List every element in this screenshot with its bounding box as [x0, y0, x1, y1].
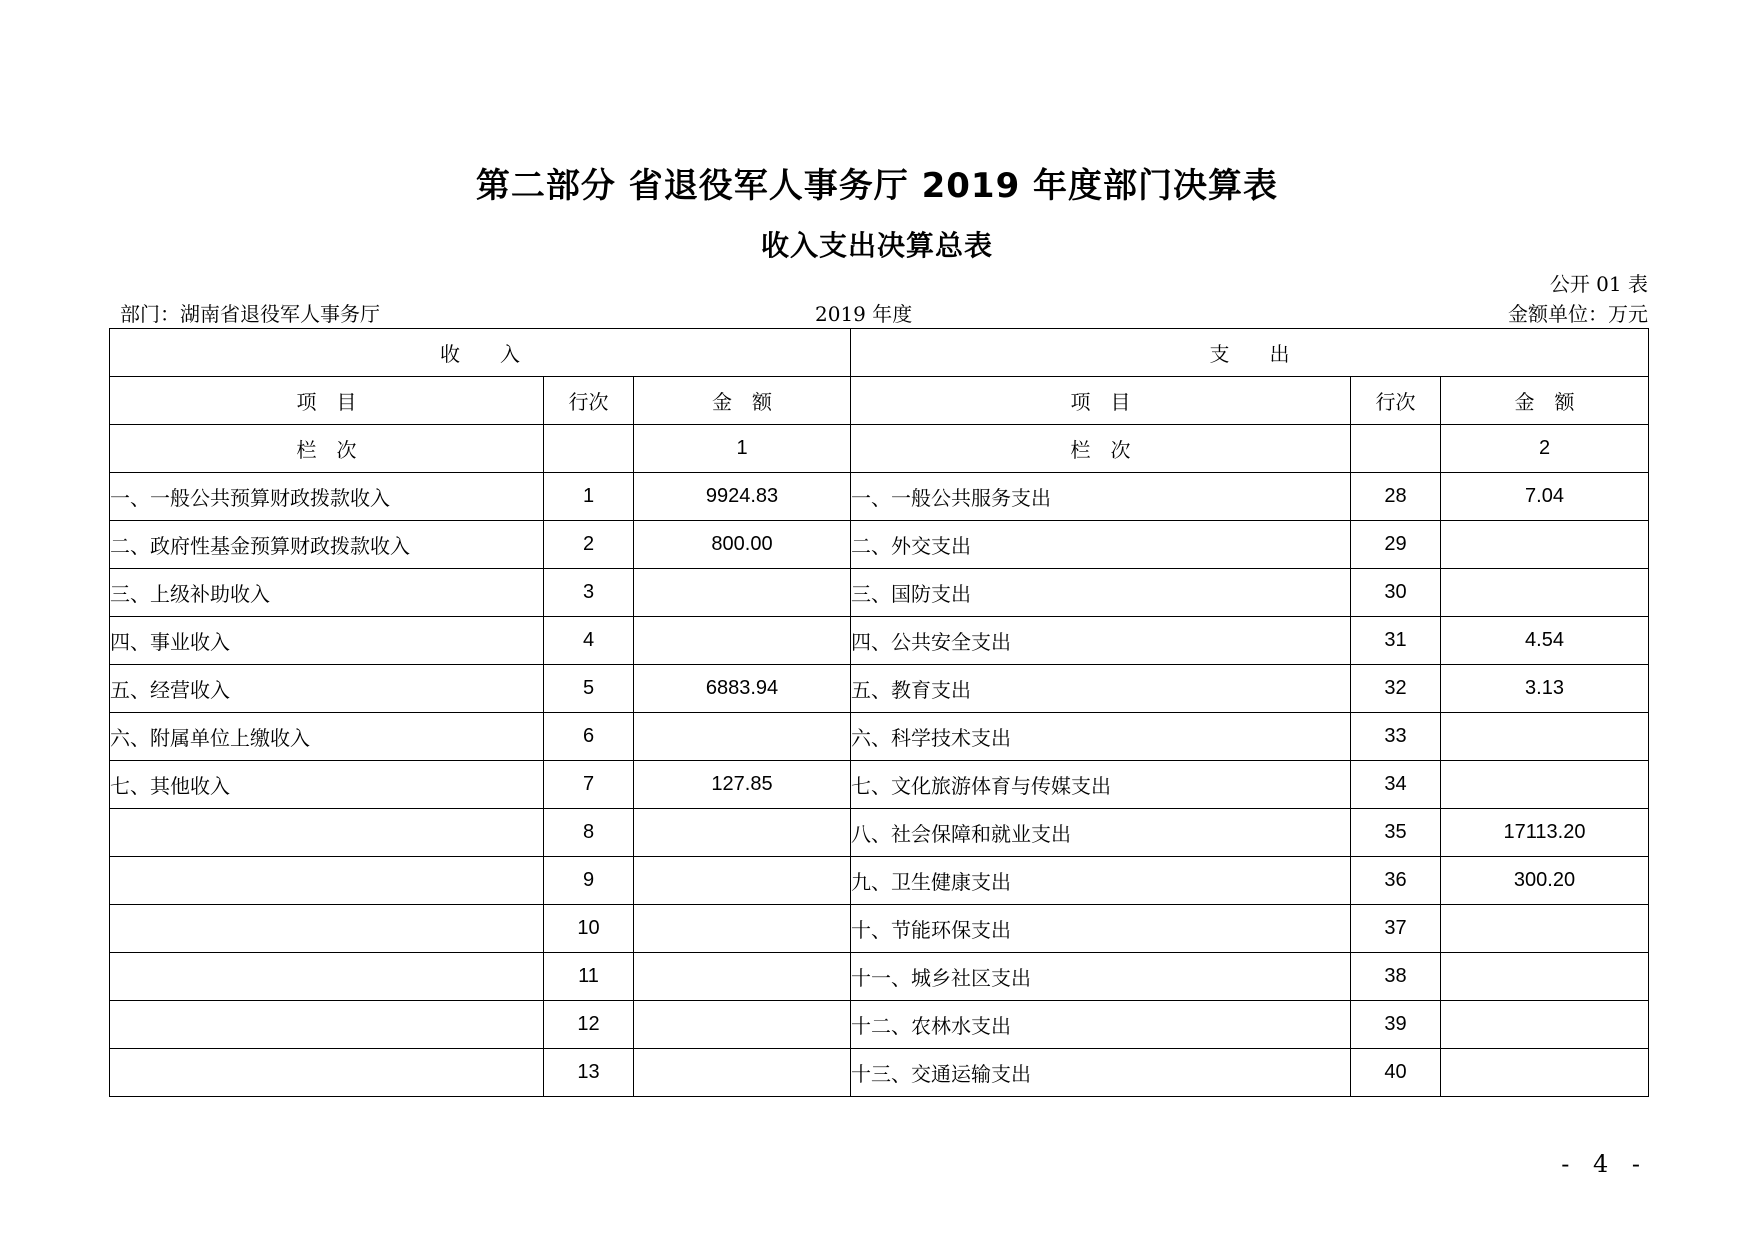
table-row	[110, 473, 1649, 521]
income-amount-cell	[634, 857, 851, 905]
income-line-cell: 6	[544, 713, 634, 761]
expense-line-cell: 35	[1351, 809, 1441, 857]
income-amount-cell	[634, 713, 851, 761]
income-line-cell: 4	[544, 617, 634, 665]
income-section-header: 收 入	[110, 329, 851, 377]
form-number: 公开 01 表	[1549, 272, 1648, 296]
income-line-blank	[544, 425, 634, 473]
expense-item-cell: 九、卫生健康支出	[851, 857, 1351, 905]
expense-line-cell: 33	[1351, 713, 1441, 761]
column-number-row	[110, 425, 1649, 473]
expense-item-cell: 五、教育支出	[851, 665, 1351, 713]
expense-line-cell: 36	[1351, 857, 1441, 905]
income-item-cell	[110, 953, 544, 1001]
expense-amount-cell	[1441, 521, 1649, 569]
expense-line-cell: 40	[1351, 1049, 1441, 1097]
amount-unit: 金额单位：万元	[1508, 302, 1648, 326]
expense-column-label: 栏 次	[851, 425, 1351, 473]
income-item-cell: 三、上级补助收入	[110, 569, 544, 617]
table-row	[110, 761, 1649, 809]
income-line-cell: 3	[544, 569, 634, 617]
income-line-cell: 1	[544, 473, 634, 521]
income-line-header: 行次	[544, 377, 634, 425]
table-subtitle: 收入支出决算总表	[760, 229, 993, 262]
income-amount-cell: 127.85	[634, 761, 851, 809]
income-amount-cell	[634, 953, 851, 1001]
expense-item-cell: 六、科学技术支出	[851, 713, 1351, 761]
expense-amount-cell: 3.13	[1441, 665, 1649, 713]
expense-amount-cell	[1441, 1049, 1649, 1097]
expense-line-cell: 38	[1351, 953, 1441, 1001]
document-title: 第二部分 省退役军人事务厅 2019 年度部门决算表	[475, 166, 1279, 206]
expense-amount-cell	[1441, 569, 1649, 617]
income-column-number: 1	[634, 425, 851, 473]
table-row	[110, 1049, 1649, 1097]
income-amount-cell	[634, 569, 851, 617]
income-line-cell: 8	[544, 809, 634, 857]
expense-line-cell: 32	[1351, 665, 1441, 713]
income-amount-cell: 9924.83	[634, 473, 851, 521]
income-line-cell: 12	[544, 1001, 634, 1049]
income-item-cell: 五、经营收入	[110, 665, 544, 713]
income-line-cell: 11	[544, 953, 634, 1001]
income-line-cell: 10	[544, 905, 634, 953]
expense-item-cell: 十、节能环保支出	[851, 905, 1351, 953]
income-item-header: 项 目	[110, 377, 544, 425]
table-row	[110, 809, 1649, 857]
fiscal-year: 2019 年度	[815, 302, 913, 326]
expense-item-cell: 十一、城乡社区支出	[851, 953, 1351, 1001]
expense-amount-cell	[1441, 953, 1649, 1001]
table-row	[110, 857, 1649, 905]
income-item-cell: 四、事业收入	[110, 617, 544, 665]
income-item-cell: 六、附属单位上缴收入	[110, 713, 544, 761]
income-line-cell: 5	[544, 665, 634, 713]
expense-line-cell: 30	[1351, 569, 1441, 617]
expense-item-cell: 二、外交支出	[851, 521, 1351, 569]
income-amount-cell	[634, 809, 851, 857]
column-header-row	[110, 377, 1649, 425]
department-label: 部门：湖南省退役军人事务厅	[120, 302, 380, 326]
income-column-label: 栏 次	[110, 425, 544, 473]
table-row	[110, 617, 1649, 665]
income-amount-cell: 800.00	[634, 521, 851, 569]
income-item-cell	[110, 1001, 544, 1049]
income-item-cell: 一、一般公共预算财政拨款收入	[110, 473, 544, 521]
table-row	[110, 1001, 1649, 1049]
expense-amount-cell	[1441, 713, 1649, 761]
expense-item-cell: 一、一般公共服务支出	[851, 473, 1351, 521]
expense-amount-cell	[1441, 905, 1649, 953]
income-expense-table	[109, 328, 1649, 1097]
expense-item-cell: 十三、交通运输支出	[851, 1049, 1351, 1097]
expense-line-cell: 37	[1351, 905, 1441, 953]
expense-line-cell: 39	[1351, 1001, 1441, 1049]
income-amount-cell	[634, 1049, 851, 1097]
expense-line-cell: 28	[1351, 473, 1441, 521]
expense-amount-cell: 7.04	[1441, 473, 1649, 521]
income-line-cell: 9	[544, 857, 634, 905]
expense-item-cell: 七、文化旅游体育与传媒支出	[851, 761, 1351, 809]
income-item-cell	[110, 1049, 544, 1097]
expense-amount-cell: 300.20	[1441, 857, 1649, 905]
expense-line-cell: 31	[1351, 617, 1441, 665]
expense-line-cell: 34	[1351, 761, 1441, 809]
income-item-cell: 七、其他收入	[110, 761, 544, 809]
table-row	[110, 953, 1649, 1001]
income-item-cell	[110, 857, 544, 905]
table-row	[110, 521, 1649, 569]
expense-item-header: 项 目	[851, 377, 1351, 425]
expense-amount-cell: 4.54	[1441, 617, 1649, 665]
income-line-cell: 13	[544, 1049, 634, 1097]
income-amount-cell: 6883.94	[634, 665, 851, 713]
expense-section-header: 支 出	[851, 329, 1649, 377]
expense-item-cell: 四、公共安全支出	[851, 617, 1351, 665]
table-row	[110, 665, 1649, 713]
expense-amount-cell	[1441, 1001, 1649, 1049]
expense-item-cell: 十二、农林水支出	[851, 1001, 1351, 1049]
income-amount-cell	[634, 905, 851, 953]
expense-column-number: 2	[1441, 425, 1649, 473]
page-number: - 4 -	[1561, 1150, 1648, 1178]
table-row	[110, 569, 1649, 617]
expense-amount-cell: 17113.20	[1441, 809, 1649, 857]
income-amount-header: 金 额	[634, 377, 851, 425]
income-amount-cell	[634, 617, 851, 665]
income-item-cell: 二、政府性基金预算财政拨款收入	[110, 521, 544, 569]
expense-amount-cell	[1441, 761, 1649, 809]
table-row	[110, 905, 1649, 953]
income-amount-cell	[634, 1001, 851, 1049]
expense-line-cell: 29	[1351, 521, 1441, 569]
income-line-cell: 2	[544, 521, 634, 569]
expense-amount-header: 金 额	[1441, 377, 1649, 425]
income-item-cell	[110, 809, 544, 857]
section-header-row	[110, 329, 1649, 377]
income-line-cell: 7	[544, 761, 634, 809]
expense-item-cell: 三、国防支出	[851, 569, 1351, 617]
expense-item-cell: 八、社会保障和就业支出	[851, 809, 1351, 857]
expense-line-blank	[1351, 425, 1441, 473]
income-item-cell	[110, 905, 544, 953]
table-row	[110, 713, 1649, 761]
expense-line-header: 行次	[1351, 377, 1441, 425]
